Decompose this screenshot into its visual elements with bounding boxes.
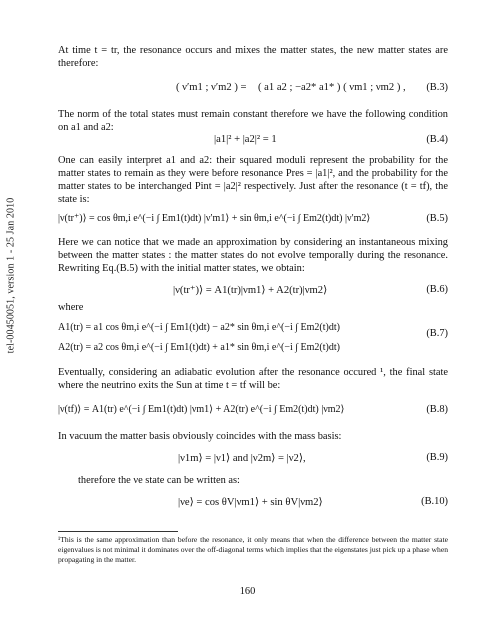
equation-b5-number: (B.5) [426,213,448,224]
equation-b7a [58,322,448,338]
paragraph-7: therefore the νe state can be written as: [78,475,240,486]
equation-b7b [58,342,448,358]
equation-b10-body: |νe⟩ = cos θV|νm1⟩ + sin θV|νm2⟩ [178,497,323,508]
footnote: ¹This is the same approximation than before the resonance, it only means that when the difference between the matter state eigenvalues is not minimal it dominates over the off-diagonal terms which implies that the eigenstates just pick up a phase when propagating in the matter. [58,535,449,564]
equation-b7b-body: A2(tr) = a2 cos θm,i e^(−i ∫ Em1(t)dt) + a1* sin θm,i e^(−i ∫ Em2(t)dt) [58,342,340,353]
equation-b9 [58,452,448,468]
archive-stamp-text: tel-00450051, version 1 - 25 Jan 2010 [5,197,17,353]
equation-b6-body: |ν(tr⁺)⟩ = A1(tr)|νm1⟩ + A2(tr)|νm2⟩ [173,285,328,296]
equation-b3-number: (B.3) [426,82,448,93]
archive-stamp [4,130,18,420]
equation-b5-body: |ν(tr⁺)⟩ = cos θm,i e^(−i ∫ Em1(t)dt) |ν′m1⟩ + sin θm,i e^(−i ∫ Em2(t)dt) |ν′m2⟩ [58,213,371,224]
paragraph-3: One can easily interpret a1 and a2: their squared moduli represent the probability for the matter states to remain as they were before resonance Pres = |a1|², and the probability for the matter states to be interchanged Pint = |a2|² respectively. Just after the resonance (t = tf), the state is: [58,155,448,205]
equation-b9-number: (B.9) [426,452,448,463]
paragraph-4: Here we can notice that we made an approximation by considering an instantaneous mixing between the matter states : the matter states do not evolve temporally during the resonance. Rewriting Eq.(B.5) with the initial matter states, we obtain: [58,237,448,274]
equation-b8 [58,404,448,420]
equation-b8-body: |ν(tf)⟩ = A1(tr) e^(−i ∫ Em1(t)dt) |νm1⟩ + A2(tr) e^(−i ∫ Em2(t)dt) |νm2⟩ [58,404,345,415]
equation-b5 [58,213,448,229]
paragraph-2: The norm of the total states must remain constant therefore we have the following condition on a1 and a2: [58,109,448,133]
paragraph-6: In vacuum the matter basis obviously coincides with the mass basis: [58,431,342,442]
equation-b3-rhs: ( a1 a2 ; −a2* a1* ) ( νm1 ; νm2 ) , [258,82,406,93]
equation-b8-number: (B.8) [426,404,448,415]
equation-b7a-body: A1(tr) = a1 cos θm,i e^(−i ∫ Em1(t)dt) − a2* sin θm,i e^(−i ∫ Em2(t)dt) [58,322,340,333]
paragraph-1: At time t = tr, the resonance occurs and mixes the matter states, the new matter states are therefore: [58,45,448,69]
equation-b4-number: (B.4) [426,134,448,145]
footnote-rule [58,531,178,532]
equation-b3-lhs: ( ν′m1 ; ν′m2 ) = [176,82,247,93]
equation-b9-body: |ν1m⟩ = |ν1⟩ and |ν2m⟩ = |ν2⟩, [178,453,306,464]
equation-b7-number: (B.7) [426,328,448,339]
page-number: 160 [239,586,256,597]
paragraph-5: Eventually, considering an adiabatic evolution after the resonance occured ¹, the final state where the neutrino exits the Sun at time t = tf will be: [58,367,448,391]
equation-b6 [58,284,448,300]
equation-b3 [58,82,448,98]
equation-b4-body: |a1|² + |a2|² = 1 [214,134,277,145]
equation-b10-number: (B.10) [421,496,448,507]
equation-b10 [58,496,448,512]
equation-b4 [58,134,448,150]
equation-b6-number: (B.6) [426,284,448,295]
where-label: where [58,302,84,313]
